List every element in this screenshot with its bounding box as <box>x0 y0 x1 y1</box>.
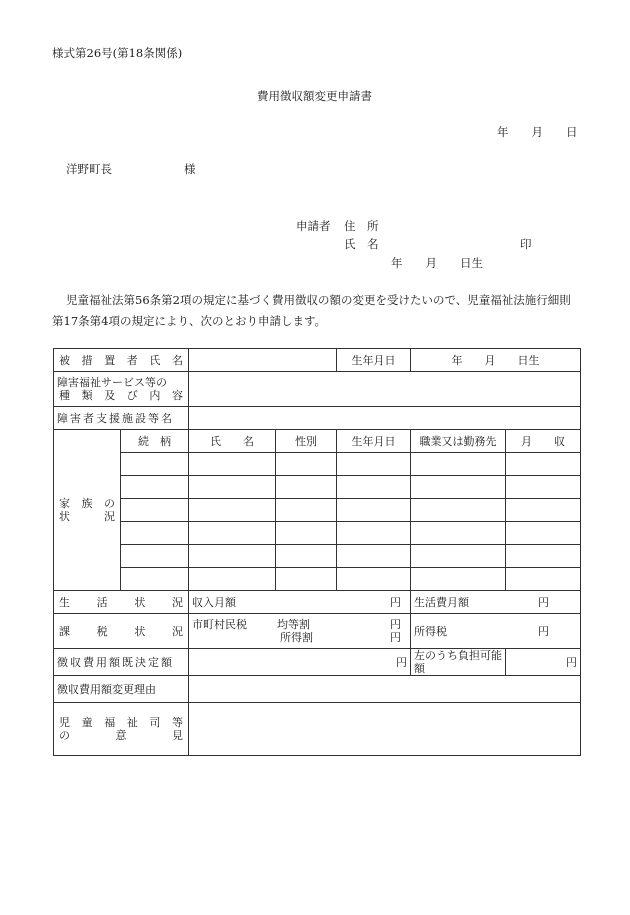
yen-unit: 円 <box>566 655 578 669</box>
family-cell[interactable] <box>337 545 411 568</box>
table-row <box>54 349 581 372</box>
family-cell[interactable] <box>189 499 276 522</box>
seal-mark: 印 <box>520 237 532 251</box>
family-cell[interactable] <box>121 522 189 545</box>
yen-unit: 円 <box>390 631 401 644</box>
family-cell[interactable] <box>189 453 276 476</box>
address-label: 住 所 <box>344 219 379 233</box>
family-header-occupation: 職業又は勤務先 <box>411 430 506 453</box>
name-label: 氏 名 <box>344 237 379 251</box>
facility-name-field[interactable] <box>189 407 581 430</box>
table-row <box>54 407 581 430</box>
family-cell[interactable] <box>276 476 337 499</box>
yen-unit: 円 <box>390 595 401 609</box>
family-cell[interactable] <box>276 545 337 568</box>
family-cell[interactable] <box>276 453 337 476</box>
facility-name-label: 障害者支援施設等名 <box>54 407 189 430</box>
family-header-birth: 生年月日 <box>337 430 411 453</box>
body-text-line2: 第17条第4項の規定により、次のとおり申請します。 <box>52 314 327 328</box>
income-tax-field[interactable] <box>411 614 581 649</box>
income-levy-label: 所得割 <box>280 631 313 644</box>
family-cell[interactable] <box>276 568 337 591</box>
table-row <box>54 676 581 703</box>
burden-field[interactable] <box>506 649 581 676</box>
family-status-label: 家 族 の 状 況 <box>54 430 121 591</box>
applicant-birth: 年 月 日生 <box>391 256 483 270</box>
monthly-income-label: 収入月額 <box>192 595 236 609</box>
family-cell[interactable] <box>506 545 581 568</box>
decided-fee-label: 徴収費用額既決定額 <box>54 649 189 676</box>
opinion-label: 児 童 福 祉 司 等 の 意 見 <box>54 703 189 756</box>
family-cell[interactable] <box>189 545 276 568</box>
document-title: 費用徴収額変更申請書 <box>257 89 372 103</box>
subject-birth-field[interactable]: 年 月 日生 <box>411 349 581 372</box>
family-cell[interactable] <box>506 499 581 522</box>
tax-status-label: 課 税 状 況 <box>54 614 189 649</box>
service-type-label: 障害福祉サービス等の 種 類 及 び 内 容 <box>54 372 189 407</box>
table-row <box>54 430 581 453</box>
living-cost-label: 生活費月額 <box>414 595 469 609</box>
family-cell[interactable] <box>506 453 581 476</box>
table-row <box>54 372 581 407</box>
application-table <box>53 348 581 756</box>
family-header-relation: 続 柄 <box>121 430 189 453</box>
table-row <box>54 614 581 649</box>
yen-unit: 円 <box>396 655 407 669</box>
honorific: 様 <box>184 162 196 176</box>
family-row <box>54 453 581 476</box>
municipal-tax-field[interactable] <box>189 614 411 649</box>
table-row <box>54 703 581 756</box>
income-tax-label: 所得税 <box>414 624 447 638</box>
monthly-income-field[interactable] <box>189 591 411 614</box>
family-cell[interactable] <box>411 545 506 568</box>
family-row <box>54 499 581 522</box>
subject-birth-label: 生年月日 <box>337 349 411 372</box>
family-cell[interactable] <box>337 499 411 522</box>
equal-levy-label: 均等割 <box>277 618 310 631</box>
family-cell[interactable] <box>506 522 581 545</box>
family-cell[interactable] <box>189 476 276 499</box>
family-cell[interactable] <box>337 476 411 499</box>
opinion-field[interactable] <box>189 703 581 756</box>
family-header-name: 氏 名 <box>189 430 276 453</box>
family-cell[interactable] <box>337 522 411 545</box>
form-number: 様式第26号(第18条関係) <box>52 46 183 60</box>
family-row <box>54 522 581 545</box>
yen-unit: 円 <box>390 618 401 631</box>
addressee: 洋野町長 <box>66 162 112 176</box>
living-cost-field[interactable] <box>411 591 581 614</box>
table-row <box>54 649 581 676</box>
family-cell[interactable] <box>411 453 506 476</box>
yen-unit: 円 <box>538 624 550 638</box>
family-header-income: 月 収 <box>506 430 581 453</box>
family-cell[interactable] <box>121 568 189 591</box>
family-cell[interactable] <box>121 499 189 522</box>
subject-name-label: 被 措 置 者 氏 名 <box>54 349 189 372</box>
applicant-label: 申請者 <box>296 219 331 233</box>
service-type-field[interactable] <box>189 372 581 407</box>
family-row <box>54 545 581 568</box>
family-cell[interactable] <box>411 522 506 545</box>
decided-fee-field[interactable] <box>189 649 411 676</box>
living-status-label: 生 活 状 況 <box>54 591 189 614</box>
family-cell[interactable] <box>276 522 337 545</box>
family-cell[interactable] <box>276 499 337 522</box>
family-cell[interactable] <box>189 568 276 591</box>
family-cell[interactable] <box>121 453 189 476</box>
municipal-tax-label: 市町村民税 <box>192 618 247 631</box>
family-cell[interactable] <box>121 545 189 568</box>
family-cell[interactable] <box>189 522 276 545</box>
subject-name-field[interactable] <box>189 349 337 372</box>
family-cell[interactable] <box>411 499 506 522</box>
date-line: 年 月 日 <box>497 125 578 139</box>
family-header-sex: 性別 <box>276 430 337 453</box>
family-cell[interactable] <box>506 568 581 591</box>
burden-label: 左のうち負担可能額 <box>411 649 506 676</box>
family-cell[interactable] <box>411 568 506 591</box>
change-reason-label: 徴収費用額変更理由 <box>54 676 189 703</box>
family-cell[interactable] <box>121 476 189 499</box>
family-cell[interactable] <box>411 476 506 499</box>
family-cell[interactable] <box>506 476 581 499</box>
family-cell[interactable] <box>337 453 411 476</box>
body-text-line1: 児童福祉法第56条第2項の規定に基づく費用徴収の額の変更を受けたいので、児童福祉法施行細則 <box>66 293 571 307</box>
family-cell[interactable] <box>337 568 411 591</box>
change-reason-field[interactable] <box>189 676 581 703</box>
table-row <box>54 591 581 614</box>
family-row <box>54 476 581 499</box>
yen-unit: 円 <box>538 595 550 609</box>
family-row <box>54 568 581 591</box>
